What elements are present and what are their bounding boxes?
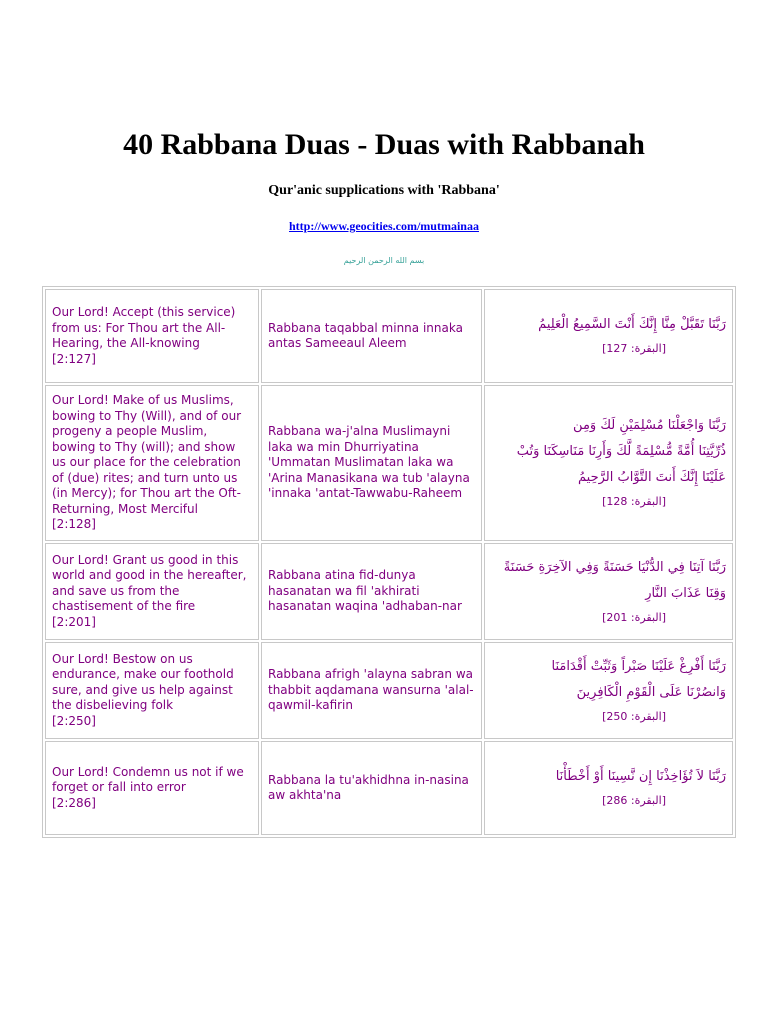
arabic-verse-line: وَقِنَا عَذَابَ النَّارِ: [645, 585, 726, 601]
arabic-verse-line: وَانصُرْنَا عَلَى الْقَوْمِ الْكَافِرِينَ: [576, 684, 726, 700]
arabic-verse-line: ذُرِّيَّتِنَا أُمَّةً مُّسْلِمَةً لَّكَ وَأَرِنَا مَنَاسِكَنَا وَتُبْ: [516, 444, 726, 459]
duas-table: [42, 286, 736, 838]
transliteration-cell: [261, 543, 482, 640]
arabic-verse-line: رَبَّنَا أَفْرِغْ عَلَيْنَا صَبْراً وَثَبِّتْ أَقْدَامَنَا: [551, 658, 726, 674]
page-subtitle: Qur'anic supplications with 'Rabbana': [268, 183, 500, 198]
english-translation: Our Lord! Bestow on us endurance, make our foothold sure, and give us help against the disbelieving folk [2:250]: [52, 651, 234, 728]
arabic-verse-line: رَبَّنَا وَاجْعَلْنَا مُسْلِمَيْنِ لَكَ وَمِن: [573, 418, 726, 433]
arabic-cell: [484, 741, 733, 835]
arabic-cell: [484, 385, 733, 541]
transliteration-text: Rabbana taqabbal minna innaka antas Sameeaul Aleem: [268, 320, 463, 350]
dua-row: [45, 385, 733, 541]
english-cell: [45, 642, 259, 739]
transliteration-cell: [261, 385, 482, 541]
arabic-verse-line: عَلَيْنَا إِنَّكَ أَنتَ التَّوَّابُ الرَّحِيمُ: [578, 470, 726, 485]
dua-row: [45, 741, 733, 835]
arabic-verse-reference: [البقرة: 201]: [602, 610, 666, 624]
dua-row: [45, 289, 733, 383]
arabic-verse-line: رَبَّنَا لاَ تُؤَاخِذْنَا إِن نَّسِينَا أَوْ أَخْطَأْنَا: [555, 769, 726, 784]
arabic-cell: [484, 642, 733, 739]
arabic-verse-reference: [البقرة: 286]: [602, 794, 666, 807]
arabic-verse-line: رَبَّنَا آتِنَا فِي الدُّنْيَا حَسَنَةً وَفِي الآخِرَةِ حَسَنَةً: [503, 559, 726, 575]
english-cell: [45, 289, 259, 383]
english-cell: [45, 543, 259, 640]
transliteration-text: Rabbana atina fid-dunya hasanatan wa fil 'akhirati hasanatan waqina 'adhaban-nar: [268, 568, 462, 614]
english-translation: Our Lord! Condemn us not if we forget or fall into error [2:286]: [52, 764, 244, 810]
arabic-verse-reference: [البقرة: 128]: [602, 495, 666, 508]
source-link[interactable]: http://www.geocities.com/mutmainaa: [289, 219, 479, 233]
duas-table-viewport: [52, 286, 726, 834]
dua-row: [45, 543, 733, 640]
transliteration-text: Rabbana wa-j'alna Muslimayni laka wa min Dhurriyatina 'Ummatan Muslimatan laka wa 'Arina Manasikana wa tub 'alayna 'innaka 'antat-Tawwabu-Raheem: [268, 424, 470, 501]
transliteration-text: Rabbana afrigh 'alayna sabran wa thabbit aqdamana wansurna 'alal-qawmil-kafirin: [268, 667, 474, 713]
transliteration-text: Rabbana la tu'akhidhna in-nasina aw akhta'na: [268, 772, 469, 802]
bismillah-calligraphy: بسم الله الرحمن الرحيم: [343, 256, 425, 265]
transliteration-cell: [261, 289, 482, 383]
english-cell: [45, 741, 259, 835]
english-cell: [45, 385, 259, 541]
arabic-cell: [484, 543, 733, 640]
arabic-verse-reference: [البقرة: 250]: [602, 709, 666, 723]
dua-row: [45, 642, 733, 739]
transliteration-cell: [261, 642, 482, 739]
english-translation: Our Lord! Grant us good in this world and good in the hereafter, and save us from the chastisement of the fire [2:201]: [52, 552, 247, 629]
transliteration-cell: [261, 741, 482, 835]
arabic-verse-reference: [البقرة: 127]: [602, 342, 666, 355]
page-title: 40 Rabbana Duas - Duas with Rabbanah: [123, 128, 645, 161]
arabic-verse-line: رَبَّنَا تَقَبَّلْ مِنَّا إِنَّكَ أَنْتَ السَّمِيعُ الْعَلِيمُ: [538, 317, 726, 332]
english-translation: Our Lord! Accept (this service) from us: For Thou art the All-Hearing, the All-knowing [2:127]: [52, 305, 236, 366]
english-translation: Our Lord! Make of us Muslims, bowing to Thy (Will), and of our progeny a people Muslim, bowing to Thy (will); and show us our place for the celebration of (due) rites; and turn unto us (in Mercy); for Thou art the Oft-Returning, Most Merciful [2:128]: [52, 393, 242, 532]
arabic-cell: [484, 289, 733, 383]
